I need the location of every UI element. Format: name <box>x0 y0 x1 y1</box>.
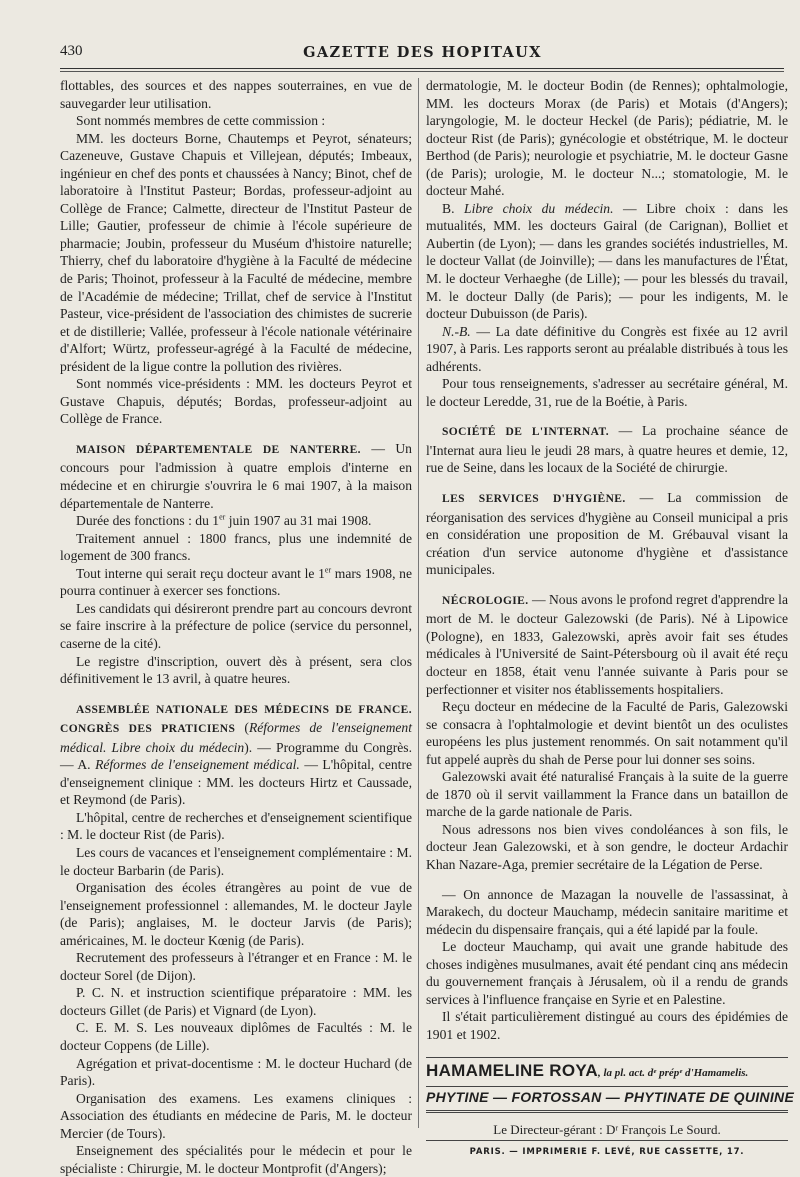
ordinal-sup: er <box>219 512 226 522</box>
column-divider <box>418 78 419 1128</box>
assemblee-text: — L'hôpital, centre d'enseignement clinique : MM. les docteurs Hirtz et Caussade, et Reymond (de Paris). <box>60 757 413 808</box>
assemblee-paragraph: Agrégation et privat-docentisme : M. le docteur Huchard (de Paris). <box>60 1055 412 1089</box>
intro-paragraph: Sont nommés vice-présidents : MM. les docteurs Peyrot et Gustave Chapuis, députés; Bordas, professeur-adjoint au Collège de France. <box>60 376 412 427</box>
congress-text: — Libre choix : dans les mutualités, MM. les docteurs Gairal (de Carignan), Bolliet et Aubertin (de Lyon); — dans les grandes sociétés industrielles, M. le docteur Vallat (de Joinville); — dans les manufactures de l'État, M. le docteur Verhaeghe (de Lille); — pour les blessés du travail, M. le docteur Dally (de Paris); — pour les indigents, M. le docteur Dubuisson (de Paris). <box>426 200 788 322</box>
nanterre-paragraph <box>60 440 412 512</box>
nanterre-paragraph: Traitement annuel : 1800 francs, plus une indemnité de logement de 300 francs. <box>60 530 412 564</box>
congress-paragraph: Pour tous renseignements, s'adresser au secrétaire général, M. le docteur Leredde, 31, rue de la Boétie, à Paris. <box>426 376 788 409</box>
assemblee-paragraph: P. C. N. et instruction scientifique préparatoire : MM. les docteurs Gillet (de Paris) et Vignard (de Lyon). <box>60 985 412 1018</box>
intro-paragraph: flottables, des sources et des nappes souterraines, en vue de sauvegarder leur utilisation. <box>60 78 412 111</box>
assemblee-paragraph: ASSEMBLÉE NATIONALE DES MÉDECINS DE FRANCE. CONGRÈS DES PRATICIENS (Réformes de l'enseignement médical. Libre choix du médecin). — Programme du Congrès. — A. Réformes de l'enseignement médical. — L'hôpital, centre d'enseignement clinique : MM. les docteurs Hirtz et Caussade, et Reymond (de Paris). <box>60 703 413 808</box>
congress-text: — La date définitive du Congrès est fixée au 12 avril 1907, à Paris. Les rapports seront au préalable distribués à tous les adhérents. <box>426 323 788 374</box>
printer-line: PARIS. — IMPRIMERIE F. LEVÉ, RUE CASSETTE, 17. <box>469 1147 745 1158</box>
assemblee-paragraph: Organisation des écoles étrangères au point de vue de l'enseignement professionnel : allemandes, M. le docteur Jayle (de Paris); anglaises, M. le docteur Jarvis (de Paris); américaines, M. le docteur Kœnig (de Paris). <box>60 880 412 948</box>
hygiene-paragraph <box>426 489 788 579</box>
internat-text: — La prochaine séance de l'Internat aura lieu le jeudi 28 mars, à quatre heures et demie, 12, rue de Seine, dans les locaux de la Société de chirurgie. <box>426 423 788 476</box>
ad-products: PHYTINE — FORTOSSAN — PHYTINATE DE QUININE <box>426 1086 788 1113</box>
ad-headline <box>426 1062 788 1083</box>
assemblee-paragraph: Organisation des examens. Les examens cliniques : Association des étudiants en médecine de Paris, M. le docteur Mercier (de Tours). <box>60 1090 412 1141</box>
italic-text: Libre choix du médecin. <box>464 200 614 216</box>
necrology-paragraph: Nous adressons nos bien vives condoléances à son fils, le docteur Jean Galezowski, et à son gendre, le docteur Ardachir Khan Nazare-Aga, premier secrétaire de la Légation de Perse. <box>426 821 788 872</box>
nanterre-text: juin 1907 au 31 mai 1908. <box>225 513 372 529</box>
mauchamp-paragraph: Il s'était particulièrement distingué au cours des épidémies de 1901 et 1902. <box>426 1009 788 1042</box>
mauchamp-paragraph: — On annonce de Mazagan la nouvelle de l'assassinat, à Marakech, du docteur Mauchamp, médecin sanitaire maritime et médecin du dispensaire français, qui a été lapidé par la foule. <box>426 886 788 937</box>
header-rule-thin <box>60 71 784 72</box>
nanterre-paragraph: Le registre d'inscription, ouvert dès à présent, sera clos définitivement le 13 avril, à quatre heures. <box>60 653 412 687</box>
assemblee-paragraph: L'hôpital, centre de recherches et d'enseignement scientifique : M. le docteur Rist (de Paris). <box>60 809 412 843</box>
nanterre-paragraph <box>60 565 412 600</box>
ad-product-name: HAMAMELINE ROYA <box>426 1061 598 1081</box>
left-column <box>60 77 412 1177</box>
congress-paragraph <box>426 200 788 323</box>
section-heading: MAISON DÉPARTEMENTALE DE NANTERRE. <box>76 443 361 456</box>
nanterre-text: Tout interne qui serait reçu docteur avant le 1 <box>76 565 325 581</box>
assemblee-paragraph: Enseignement des spécialités pour le médecin et pour le spécialiste : Chirurgie, M. le docteur Montprofit (d'Angers); <box>60 1143 412 1176</box>
necrology-paragraph: Galezowski avait été naturalisé Français à la suite de la guerre de 1870 où il servit vaillamment la France dans un bataillon de marche de la garde nationale de Paris. <box>426 769 788 820</box>
italic-text: N.-B. <box>442 323 471 339</box>
italic-text: Réformes de l'enseignement médical. <box>95 757 300 773</box>
assemblee-paragraph: Les cours de vacances et l'enseignement complémentaire : M. le docteur Barbarin (de Paris). <box>60 844 412 878</box>
nanterre-paragraph <box>60 512 412 530</box>
necrology-paragraph: Reçu docteur en médecine de la Faculté de Paris, Galezowski se consacra à l'ophtalmologie et devint bientôt un des oculistes européens les plus justement renommés. On sait notamment qu'il fut appelé auprès du shah de Perse pour lui donner ses soins. <box>426 699 788 767</box>
congress-paragraph: dermatologie, M. le docteur Bodin (de Rennes); ophtalmologie, MM. les docteurs Morax (de Paris) et Motais (d'Angers); laryngologie, M. le docteur Heckel (de Paris); pédiatrie, M. le docteur Rist (de Paris); gynécologie et obstétrique, M. le docteur Berthod (de Paris); neurologie et psychiatrie, M. le docteur Gasne (de Paris); urologie, M. le docteur N...; stomatologie, M. le docteur Mahé. <box>426 78 788 199</box>
advertisement <box>426 1057 795 1112</box>
assemblee-paragraph: Recrutement des professeurs à l'étranger et en France : M. le docteur Sorel (de Dijon). <box>60 950 412 983</box>
assemblee-text: ). — Programme du Congrès. — A. <box>60 739 412 773</box>
section-heading: LES SERVICES D'HYGIÈNE. <box>442 493 626 506</box>
nanterre-paragraph: Les candidats qui désireront prendre part au concours devront se faire inscrire à la préfecture de police (service du personnel, caserne de la cité). <box>60 600 412 651</box>
journal-title: GAZETTE DES HOPITAUX <box>303 44 542 61</box>
hygiene-text: — La commission de réorganisation des services d'hygiène au Conseil municipal a pris en considération une proposition de M. Grébauval visant la création d'un service autonome d'hygiène et d'assistance municipales. <box>426 490 789 578</box>
congress-paragraph <box>426 323 788 376</box>
ad-tagline: , la pl. act. dᵉ prépᵉ d'Hamamelis. <box>598 1067 749 1080</box>
section-heading: SOCIÉTÉ DE L'INTERNAT. <box>442 426 609 439</box>
section-heading: NÉCROLOGIE. <box>442 594 529 607</box>
mauchamp-paragraph: Le docteur Mauchamp, qui avait une grande habitude des choses indigènes musulmanes, avait été pendant cinq ans médecin du gouvernement français à Jérusalem, où il a rendu de grands services à l'influence française en Syrie et en Palestine. <box>426 939 788 1007</box>
header-rule <box>60 68 784 69</box>
right-column <box>426 77 795 1162</box>
necrology-text: — Nous avons le profond regret d'apprendre la mort de M. le docteur Galezowski (de Paris). Né à Lipowice (Pologne), en 1833, Galezowski, après avoir fait ses études médicales à l'Université de Saint-Pétersbourg où il avait été reçu docteur en 1858, était venu l'année suivante à Paris pour se perfectionner et visiter nos établissements hospitaliers. <box>426 591 788 697</box>
nanterre-text: mars 1908, ne pourra continuer à exercer ses fonctions. <box>60 565 412 599</box>
ordinal-sup: er <box>324 565 332 575</box>
intro-paragraph: Sont nommés membres de cette commission : <box>76 113 326 129</box>
page-number: 430 <box>60 43 83 59</box>
director-line: Le Directeur-gérant : Dʳ François Le Sourd. <box>426 1121 788 1142</box>
nanterre-text: Durée des fonctions : du 1 <box>76 513 220 529</box>
congress-text: B. <box>442 200 465 216</box>
page-header <box>60 41 785 69</box>
necrology-paragraph <box>426 591 788 698</box>
italic-text: Réformes de l'enseignement médical. Libre choix du médecin <box>60 720 412 755</box>
assemblee-paragraph: C. E. M. S. Les nouveaux diplômes de Facultés : M. le docteur Coppens (de Lille). <box>60 1020 412 1053</box>
section-heading: ASSEMBLÉE NATIONALE DES MÉDECINS DE FRANCE. CONGRÈS DES PRATICIENS <box>60 703 412 736</box>
intro-paragraph: MM. les docteurs Borne, Chautemps et Peyrot, sénateurs; Cazeneuve, Gustave Chapuis et Villejean, députés; Imbeaux, ingénieur en chef des ponts et chaussées à Nancy; Binot, chef de laboratoire à l'Institut Pasteur; Bordas, professeur-adjoint au Collège de France; Calmette, directeur de l'Institut Pasteur de Lille; Gautier, professeur de chimie à l'école supérieure de pharmacie; Joubin, professeur du Muséum d'histoire naturelle; Thierry, chef du laboratoire d'hygiène à la Faculté de médecine de Paris; Thoinot, professeur à la Faculté de médecine, membre de l'Académie de médecine; Trillat, chef de service à l'Institut Pasteur, vice-président de l'association des chimistes de sucrerie et de distillerie; Vallée, professeur à l'école nationale vétérinaire d'Alfort; Würtz, professeur-agrégé à la Faculté de médecine, président de la ligue contre la pollution des rivières. <box>60 130 412 374</box>
nanterre-text: — Un concours pour l'admission à quatre emplois d'interne en médecine et en chirurgie s'ouvrira le 6 mai 1907, à la maison départementale de Nanterre. <box>60 440 412 511</box>
internat-paragraph <box>426 422 788 477</box>
